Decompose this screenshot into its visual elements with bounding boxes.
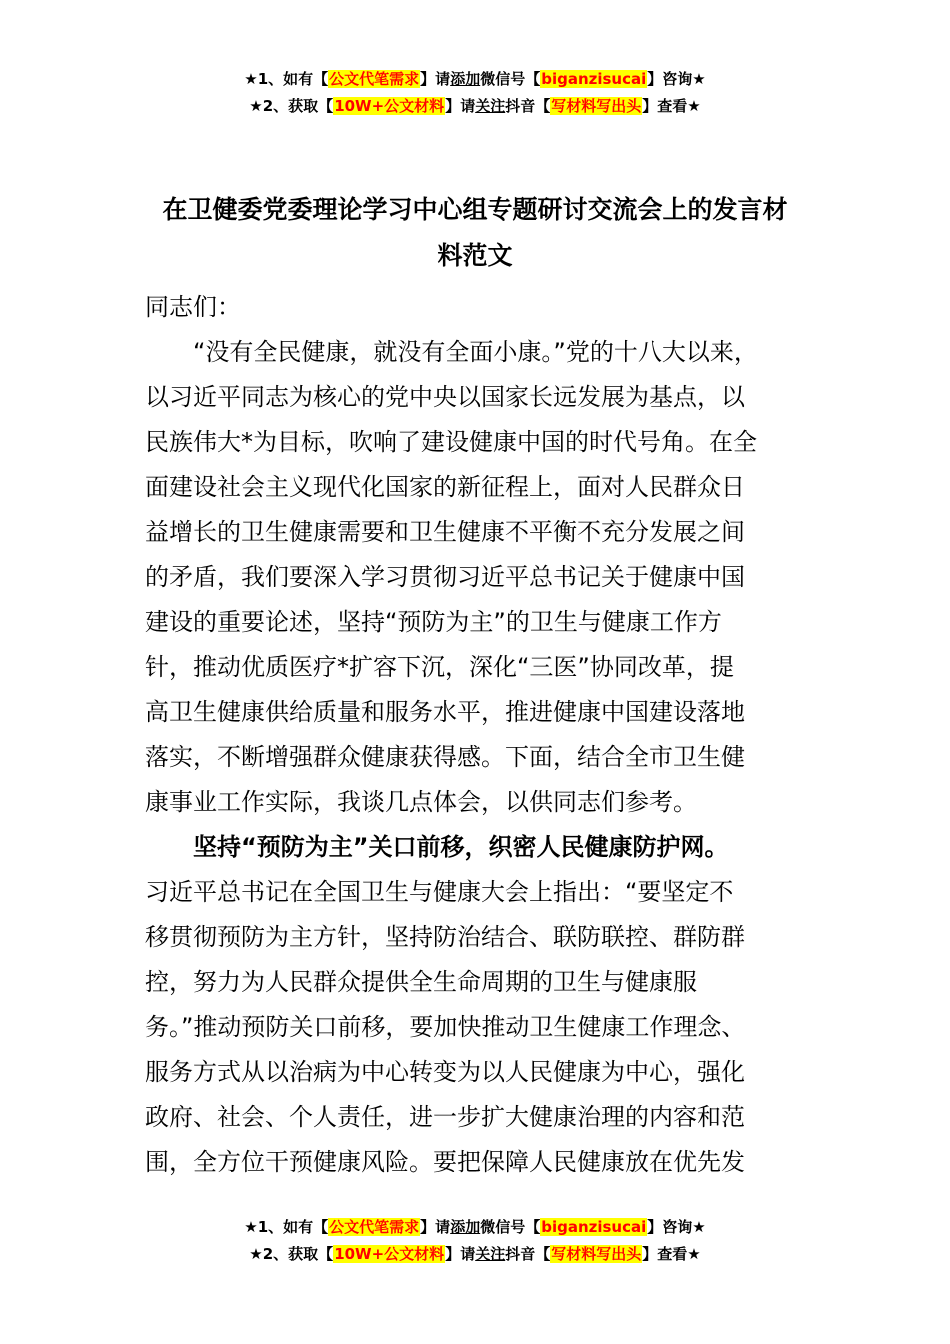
body-line: 康事业工作实际，我谈几点体会，以供同志们参考。	[145, 788, 697, 816]
footer-banner	[0, 1214, 950, 1268]
body-line: 习近平总书记在全国卫生与健康大会上指出：“要坚定不	[145, 878, 734, 906]
section-heading: 坚持“预防为主”关口前移，织密人民健康防护网。	[193, 833, 729, 861]
banner-line-1	[0, 66, 950, 93]
body-line: 政府、社会、个人责任，进一步扩大健康治理的内容和范	[145, 1103, 745, 1131]
banner-text: 】请	[445, 1245, 476, 1263]
banner-text: 抖音【	[505, 97, 551, 115]
body-line: 建设的重要论述，坚持“预防为主”的卫生与健康工作方	[145, 608, 722, 636]
banner-text: 】咨询★	[647, 1218, 706, 1236]
highlight-text: 10W+公文材料	[334, 1245, 445, 1263]
document-body	[145, 285, 825, 1185]
banner-text: 】咨询★	[647, 70, 706, 88]
body-line: 移贯彻预防为主方针，坚持防治结合、联防联控、群防群	[145, 923, 745, 951]
body-line: 以习近平同志为核心的党中央以国家长远发展为基点，以	[145, 383, 745, 411]
body-line: 针，推动优质医疗*扩容下沉，深化“三医”协同改革，提	[145, 653, 734, 681]
body-line: 服务方式从以治病为中心转变为以人民健康为中心，强化	[145, 1058, 745, 1086]
title-line-1: 在卫健委党委理论学习中心组专题研讨交流会上的发言材	[162, 195, 788, 224]
title-line-2: 料范文	[437, 241, 513, 270]
banner-text: ★1、如有【	[244, 1218, 329, 1236]
underlined-text: 关注	[475, 1245, 506, 1263]
body-line: 益增长的卫生健康需要和卫生健康不平衡不充分发展之间	[145, 518, 745, 546]
banner-text: 微信号【	[480, 70, 541, 88]
banner-text: 微信号【	[480, 1218, 541, 1236]
douyin-account: 写材料写出头	[551, 97, 642, 115]
wechat-id: biganzisucai	[541, 1218, 647, 1236]
banner-text: 】请	[420, 70, 451, 88]
body-line: 民族伟大*为目标，吹响了建设健康中国的时代号角。在全	[145, 428, 757, 456]
document-title	[145, 187, 805, 279]
salutation: 同志们：	[145, 293, 241, 321]
banner-text: 】请	[420, 1218, 451, 1236]
body-line: 控，努力为人民群众提供全生命周期的卫生与健康服	[145, 968, 697, 996]
underlined-text: 添加	[450, 70, 481, 88]
douyin-account: 写材料写出头	[551, 1245, 642, 1263]
body-line: “没有全民健康，就没有全面小康。”党的十八大以来，	[193, 338, 758, 366]
banner-line-2	[0, 1241, 950, 1268]
banner-text: 】请	[445, 97, 476, 115]
banner-line-2	[0, 93, 950, 120]
body-line: 务。”推动预防关口前移，要加快推动卫生健康工作理念、	[145, 1013, 746, 1041]
body-line: 高卫生健康供给质量和服务水平，推进健康中国建设落地	[145, 698, 745, 726]
banner-text: 】查看★	[642, 97, 701, 115]
highlight-text: 10W+公文材料	[334, 97, 445, 115]
body-line: 的矛盾，我们要深入学习贯彻习近平总书记关于健康中国	[145, 563, 745, 591]
banner-text: 抖音【	[505, 1245, 551, 1263]
banner-text: ★2、获取【	[249, 97, 334, 115]
banner-line-1	[0, 1214, 950, 1241]
body-line: 围，全方位干预健康风险。要把保障人民健康放在优先发	[145, 1148, 745, 1176]
body-line: 面建设社会主义现代化国家的新征程上，面对人民群众日	[145, 473, 745, 501]
wechat-id: biganzisucai	[541, 70, 647, 88]
body-line: 落实，不断增强群众健康获得感。下面，结合全市卫生健	[145, 743, 745, 771]
highlight-text: 公文代笔需求	[329, 1218, 420, 1236]
header-banner	[0, 66, 950, 120]
underlined-text: 关注	[475, 97, 506, 115]
highlight-text: 公文代笔需求	[329, 70, 420, 88]
banner-text: 】查看★	[642, 1245, 701, 1263]
banner-text: ★2、获取【	[249, 1245, 334, 1263]
banner-text: ★1、如有【	[244, 70, 329, 88]
underlined-text: 添加	[450, 1218, 481, 1236]
